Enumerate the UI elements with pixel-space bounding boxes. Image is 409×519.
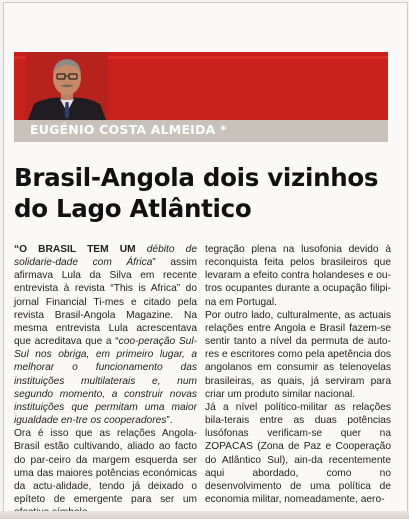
author-photo <box>26 52 108 120</box>
paragraph: Já a nível político-militar as relações bila-terais entre as duas potências lusófonas verificam-se quer na ZOPACAS (Zona de Paz e Cooperação do Atlântico Sul), ain-da recentemente aqui abordado, como no desenvolvimento de uma política de economia militar, nomeadamente, aero- <box>205 401 391 505</box>
author-name: EUGÉNIO COSTA ALMEIDA * <box>30 122 227 137</box>
paragraph <box>14 243 197 427</box>
paragraph: Por outro lado, culturalmente, as actuais relações entre Angola e Brasil fazem-se sentir tanto a nível da permuta de auto-res e escritores como pela apetência dos angolanos em consumir as telenovelas brasileiras, as quais, já serviram para criar um produto similar nacional. <box>205 309 391 400</box>
author-portrait-icon <box>26 52 108 120</box>
lead-in: “O BRASIL TEM UM <box>14 244 136 255</box>
body-text: ” assim afirmava Lula da Silva em recente entrevista à revista “This is Africa” do jornal Financial Ti-mes e citado pela revista Brasil-Angola Magazine. Na mesma entrevista Lula acrescentava que acreditava que a “ <box>14 257 197 348</box>
column-right <box>205 243 391 506</box>
paragraph: tegração plena na lusofonia devido à reconquista feita pelos brasileiros que levaram a efeito contra holandeses e ou-tros ocupantes durante a ocupação filipi-na em Portugal. <box>205 244 391 308</box>
column-left <box>14 243 197 519</box>
article-title: Brasil-Angola dois vizinhos do Lago Atlântico <box>14 163 379 223</box>
paragraph: Ora é isso que as relações Angola-Brasil estão cultivando, aliado ao facto do par-ceiro da margem esquerda ser uma das maiores potências económicas da actu-alidade, tendo já deixado o epíteto de emergente para ser um <box>14 428 197 505</box>
page-fold <box>0 511 409 519</box>
quote-text: débito de solidarie-dade com África <box>14 244 197 269</box>
quote-text: coo-peração Sul-Sul nos obriga, em primeiro lugar, a melhorar o funcionamento das instituições multilaterais e, num segundo momento, a construir novas instituições que permitam uma maior igualdade en-tre os cooperadores <box>14 336 197 427</box>
body-text: ”. <box>166 415 173 427</box>
